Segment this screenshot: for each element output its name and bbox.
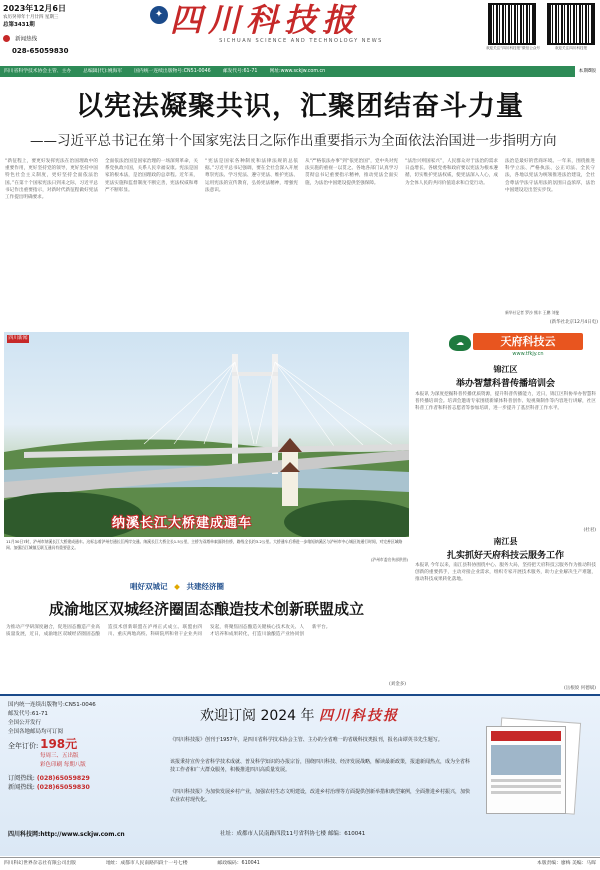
story1-body: 本报讯 为深度挖掘科普传播优质资源，提升科普传播能力，近日，锦江区科协举办智慧科普传播培训会。培训会邀请专家围绕新媒体科普创作、短视频制作等内容进行讲解，社区科普工作者和科普志愿者等参加培训，进一步提升了基层科普工作水平。: [415, 392, 596, 412]
kicker-left: 唱好双城记: [130, 582, 168, 591]
site-qr-code[interactable]: [547, 3, 595, 45]
cn-number: 国内统一连续出版物号:CN51-0046: [134, 69, 211, 74]
ad-para1: 《四川科技报》创刊于1957年，是四川省科学技术协会主管、主办的全省唯一的省级科技类报刊，报名由谭英书先生题写。: [170, 737, 443, 743]
ad-para2: 该报秉持宣传全省科学技术成就、普及科学知识的办报宗旨，围绕四川科技、经济发展战略，解读最新政策，报道新闻热点，成为全省科技工作者和广大群众服务，积极推进四川高质量发展。: [170, 759, 471, 773]
sub-headline: ——习近平总书记在第十个国家宪法日之际作出重要指示为全面依法治国进一步指明方向: [30, 133, 557, 149]
post-code: 邮发代号:61-71: [222, 69, 258, 74]
price-label: 全年订价:: [8, 742, 39, 750]
article-column: “宪法是国家各种制度和法律法规的总依据。”习近平总书记强调，要在全社会深入开展尊崇宪法、学习宪法、遵守宪法、维护宪法、运用宪法的宣传教育，弘扬宪法精神，增强宪法意识。: [205, 159, 298, 193]
welcome-text: 欢迎订阅 2024 年: [200, 708, 315, 724]
kicker-right: 共建经济圈: [186, 582, 225, 591]
date: 2023年12月6日: [3, 4, 66, 13]
article-body: [0, 158, 600, 328]
article-column: “法治兴则国家兴”，人民群众对于法治的需求日益增长。各级党委和政府要以宪法为根本遵循，切实维护宪法权威，使宪法深入人心，成为全体人民的共同价值追求和自觉行动。: [405, 159, 498, 186]
ad-weekly: 每周三、五出版: [40, 753, 79, 759]
welcome-brand: 四川科技报: [318, 708, 399, 724]
hotline-number: 028-65059830: [12, 47, 69, 55]
news-label: 新闻热线:: [8, 784, 35, 791]
qr2-caption: 欢迎关注四川科技报: [554, 46, 588, 50]
price-value: 198元: [40, 737, 78, 751]
article-author: 新华社记者 罗沙 熊丰 王鹏 刘斐: [505, 310, 560, 315]
ad-para3: 《四川科技报》为加快发展乡村产业，加强农村生态文明建设，改进乡村治理等方面提供创新举措和典型案例，全面推进乡村振兴，加快农业农村现代化。: [170, 789, 471, 803]
website[interactable]: 网址:www.sckjw.com.cn: [269, 69, 326, 74]
footer-editors: 本版责编：廖梅 美编：马晖: [536, 861, 596, 866]
chief-editor: 总编辑(代):姚海军: [83, 69, 123, 74]
story2-body: 本报讯 今年以来，南江县科协围绕中心、服务大局，坚持把天府科技云服务作为推动科技创新的重要抓手，主动对接企业需求，组织专家开展技术服务，助力企业解决生产难题，推动科技成果转化落地。: [415, 563, 596, 583]
site-line[interactable]: 四川科技网:http://www.sckjw.com.cn: [8, 831, 125, 838]
subscription-ad: [0, 694, 600, 856]
story1-credit: (杜君): [583, 528, 596, 533]
article-column: “新征程上，要更好发挥宪法在治国理政中的重要作用，更好坚持党的领导，更好坚持中国特色社会主义制度，更好坚持全面依法治国。”在第十个国家宪法日到来之际，习近平总书记作出重要指示，对新时代新征程做好宪法工作提出明确要求。: [5, 159, 98, 201]
footer-address: 地址：成都市人民南路四段十一号七楼: [105, 861, 188, 866]
ad-headline: [200, 704, 500, 728]
kicker-divider-icon: ◆: [174, 582, 180, 591]
ad-info-left: [8, 701, 153, 792]
title-english: SICHUAN SCIENCE AND TECHNOLOGY NEWS: [219, 38, 383, 44]
issue-number: 总第3431期: [3, 22, 35, 28]
phone-icon: [3, 35, 10, 42]
kicker-banner: [108, 580, 328, 594]
order-label: 订阅热线:: [8, 775, 35, 782]
date-block: [3, 4, 123, 55]
article-credit: (新华社北京12月4日电): [549, 320, 598, 325]
article-column: 法治是最好的营商环境。一年来，围绕推进科学立法、严格执法、公正司法、全民守法，各地以宪法为统领推进法治建设，全社会尊法学法守法用法的氛围日益浓厚，法治中国建设迈出坚实步伐。: [505, 159, 595, 193]
photo-credit: (泸州市委宣传部供图): [370, 557, 408, 562]
story2-title: 扎实抓好天府科技云服务工作: [446, 551, 564, 561]
photo-caption: 11月30日7时，泸州市纳溪长江大桥建成通车。这标志着泸州打通长江两岸交通。纳溪长江大桥全长1.5公里，主桥为双塔单索面斜拉桥，路线全长约3.2公里。大桥通车后将进一步缩短纳溪区与泸州市中心城区的通行时间，对完善区域路网、加强沿江城镇互联互通具有重要意义。: [6, 539, 403, 551]
article-column: 从“严格依法办事”到“依宪治国”，党中央对宪法实施的重视一以贯之。各地各部门认真学习贯彻总书记重要指示精神，推动宪法全面实施，为法治中国建设提供坚强保障。: [305, 159, 398, 186]
info-bar: [0, 66, 600, 77]
qr1-caption: 欢迎关注“四川科技报”微信公众号: [485, 46, 541, 50]
tianfu-banner[interactable]: [413, 332, 598, 360]
footer-publisher: 四川科幻世界杂志社有限公司出版: [4, 861, 76, 866]
main-headline: 以宪法凝聚共识，汇聚团结奋斗力量: [76, 91, 524, 122]
ad-open: 全国公开发行: [8, 720, 42, 726]
bottom-story-body: 为推动产学研深度融合，促进固态酿造产业高质量发展，近日，成渝地区双城经济圈固态酿造技术创新联盟在泸州正式成立。联盟由四川、重庆两地高校、科研院所和骨干企业共同发起，将聚焦固态酿造关键核心技术攻关、人才培养和成果转化，打造川渝酿造产业协同创新平台。: [6, 625, 331, 638]
cloud-icon: ☁: [449, 335, 471, 351]
masthead: [0, 0, 600, 56]
bridge-photo: [4, 332, 409, 537]
footer-zip: 邮政编码：610041: [217, 861, 260, 866]
footer: [0, 857, 600, 870]
story2-kicker: 南江县: [493, 537, 518, 546]
story2-credit: (岳根姣 何德斌): [564, 686, 596, 691]
bridge-illustration: [4, 332, 409, 537]
photo-badge: 四川新闻: [8, 336, 28, 341]
bottom-story-credit: (刘金多): [388, 682, 406, 687]
banner-title: 天府科技云: [473, 333, 583, 350]
bottom-story-title: 成渝地区双城经济圈固态酿造技术创新联盟成立: [48, 600, 364, 618]
hotline: [3, 28, 83, 55]
newspaper-stack-image: [480, 720, 592, 816]
logo-emblem: ✦: [150, 6, 168, 24]
story1-title: 举办智慧科普传播培训会: [455, 379, 555, 389]
edition-count: 本期8版: [575, 66, 600, 77]
hotline-label: 新闻热线: [15, 36, 38, 43]
ad-cn: 国内统一连续出版物号:CN51-0046: [8, 702, 96, 708]
banner-url[interactable]: www.tfkjy.cn: [512, 351, 544, 357]
article-column: 全面依法治国是国家治理的一场深刻革命，关系党执政兴国，关系人民幸福安康。宪法是国家的根本法，是治国理政的总章程。近年来，宪法实施和监督制度不断完善，宪法权威和尊严不断彰显。: [105, 159, 198, 193]
ad-address: 社址：成都市人民南路四段11号省科协七楼 邮编：610041: [220, 831, 366, 837]
story1-kicker: 锦江区: [493, 365, 518, 374]
news-phone[interactable]: (028)65059830: [36, 784, 90, 791]
sponsor: 四川省科学技术协会主管、主办: [4, 69, 72, 74]
photo-overlay-caption: 纳溪长江大桥建成通车: [112, 516, 253, 531]
ad-color: 彩色印刷 每期八版: [40, 762, 86, 768]
lunar-date: 农历癸卯年十月廿四 星期三: [3, 15, 59, 20]
ad-offices: 全国各地邮局均可订阅: [8, 729, 64, 735]
newspaper-title: 四川科技报: [170, 1, 361, 39]
ad-post: 邮发代号:61-71: [8, 711, 48, 717]
wechat-qr-code[interactable]: [488, 3, 536, 45]
sidebar: [413, 332, 598, 582]
order-phone[interactable]: (028)65059829: [36, 775, 90, 782]
